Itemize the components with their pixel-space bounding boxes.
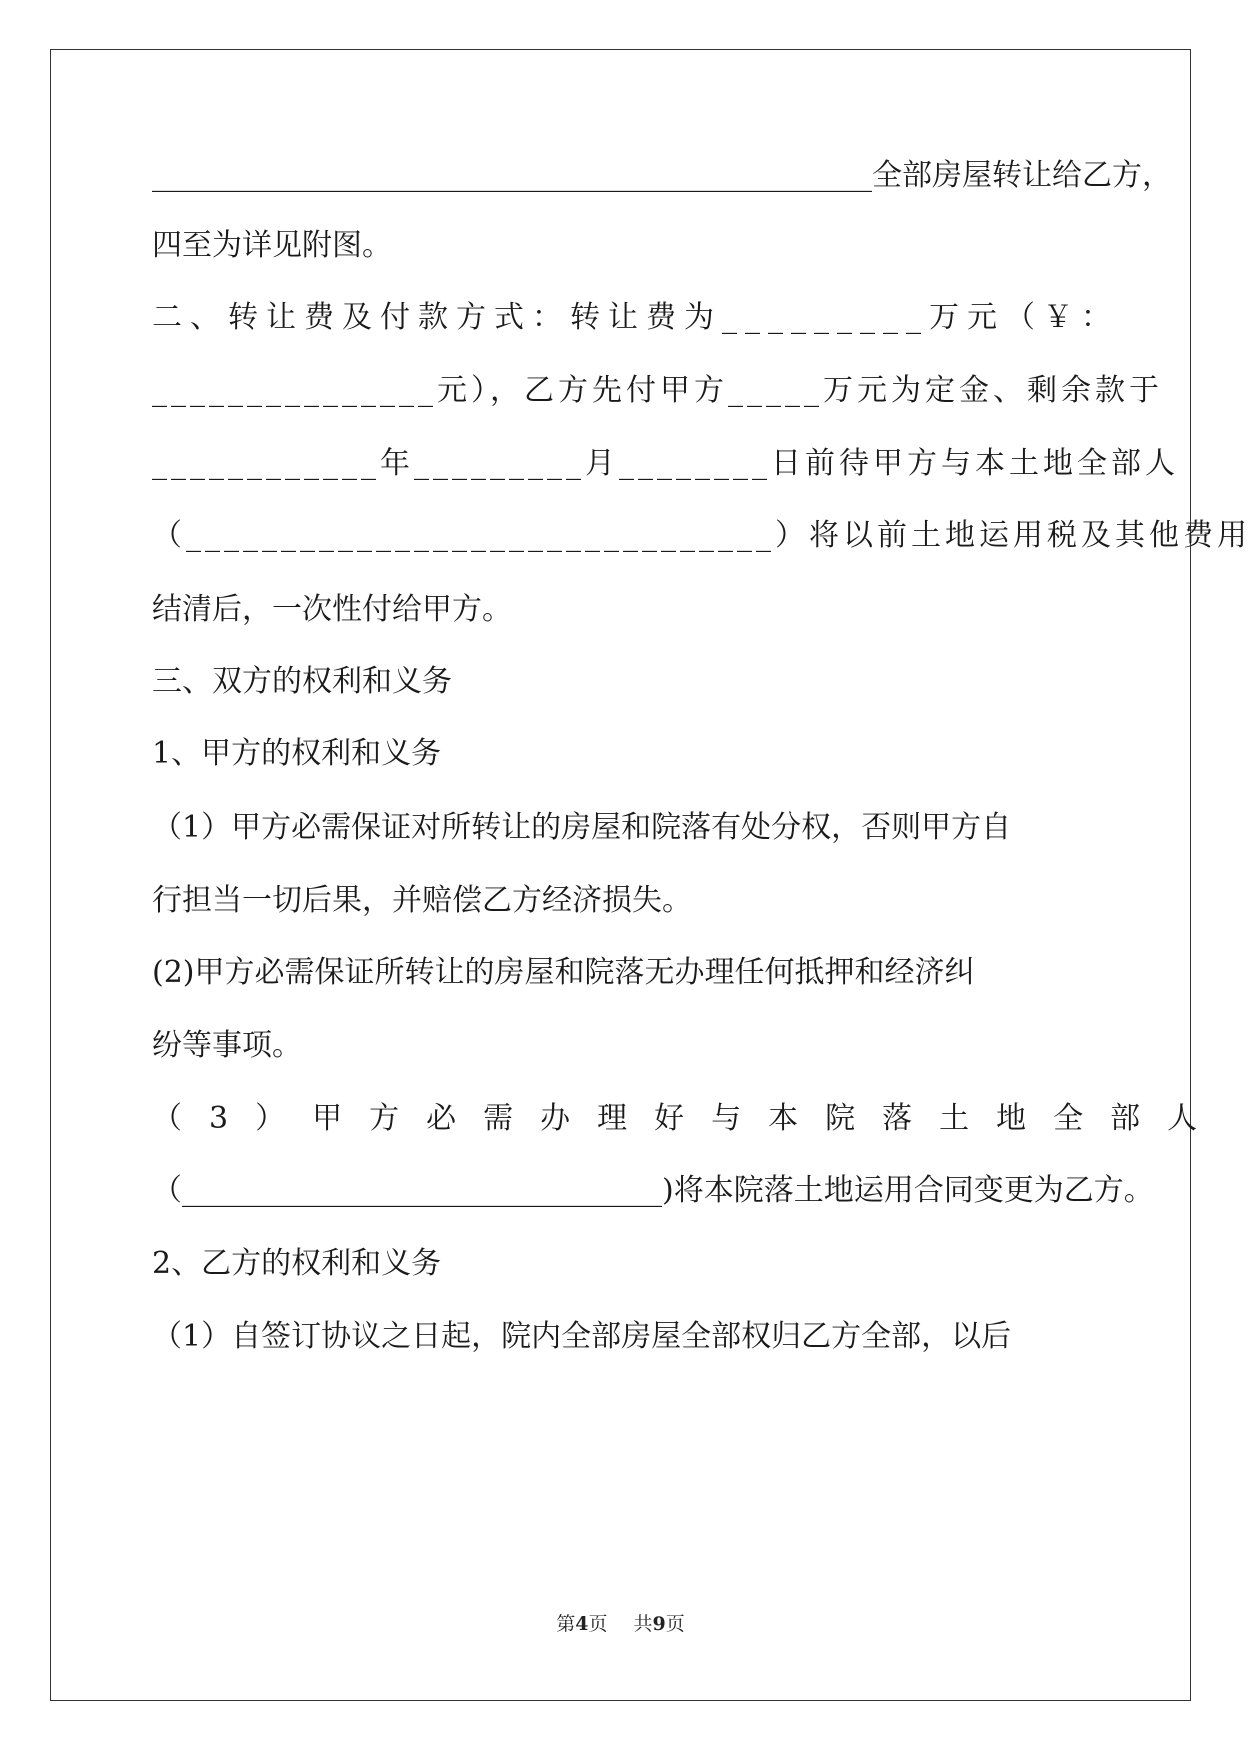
text-line-6: （_______________________________）将以前土地运用税及其他费用 <box>152 518 1251 553</box>
text-line-11: 行担当一切后果，并赔偿乙方经济损失。 <box>152 883 692 918</box>
text-line-4: _______________元），乙方先付甲方_____万元为定金、剩余款于 <box>152 373 1163 408</box>
text-line-16: 2、乙方的权利和义务 <box>152 1246 442 1281</box>
text-line-10: （1）甲方必需保证对所转让的房屋和院落有处分权，否则甲方自 <box>152 810 1012 845</box>
footer-total-prefix: 共 <box>633 1613 653 1635</box>
text-line-14: （3）甲方必需办理好与本院落土地全部人 <box>152 1101 1225 1136</box>
text-line-12: (2)甲方必需保证所转让的房屋和院落无办理任何抵押和经济纠 <box>152 955 975 990</box>
footer-page-total: 9 <box>652 1613 666 1635</box>
footer-page-suffix: 页 <box>588 1613 608 1635</box>
text-line-2: 四至为详见附图。 <box>152 228 392 263</box>
page-footer <box>0 1611 1241 1637</box>
text-line-5: ____________年_________月________日前待甲方与本土地全部人 <box>152 446 1179 481</box>
footer-total-suffix: 页 <box>665 1613 685 1635</box>
text-line-1: ________________________________________________全部房屋转让给乙方， <box>152 158 1172 193</box>
text-line-3: 二、转让费及付款方式：转让费为_________万元（￥： <box>152 300 1119 335</box>
text-line-7: 结清后，一次性付给甲方。 <box>152 592 512 627</box>
footer-page-current: 4 <box>575 1613 589 1635</box>
page-border <box>50 49 1251 1701</box>
footer-page-prefix: 第 <box>556 1613 576 1635</box>
text-line-8: 三、双方的权利和义务 <box>152 664 452 699</box>
text-line-15: （________________________________)将本院落土地运用合同变更为乙方。 <box>152 1173 1154 1208</box>
text-line-9: 1、甲方的权利和义务 <box>152 736 442 771</box>
text-line-13: 纷等事项。 <box>152 1028 302 1063</box>
text-line-17: （1）自签订协议之日起，院内全部房屋全部权归乙方全部，以后 <box>152 1319 1012 1354</box>
